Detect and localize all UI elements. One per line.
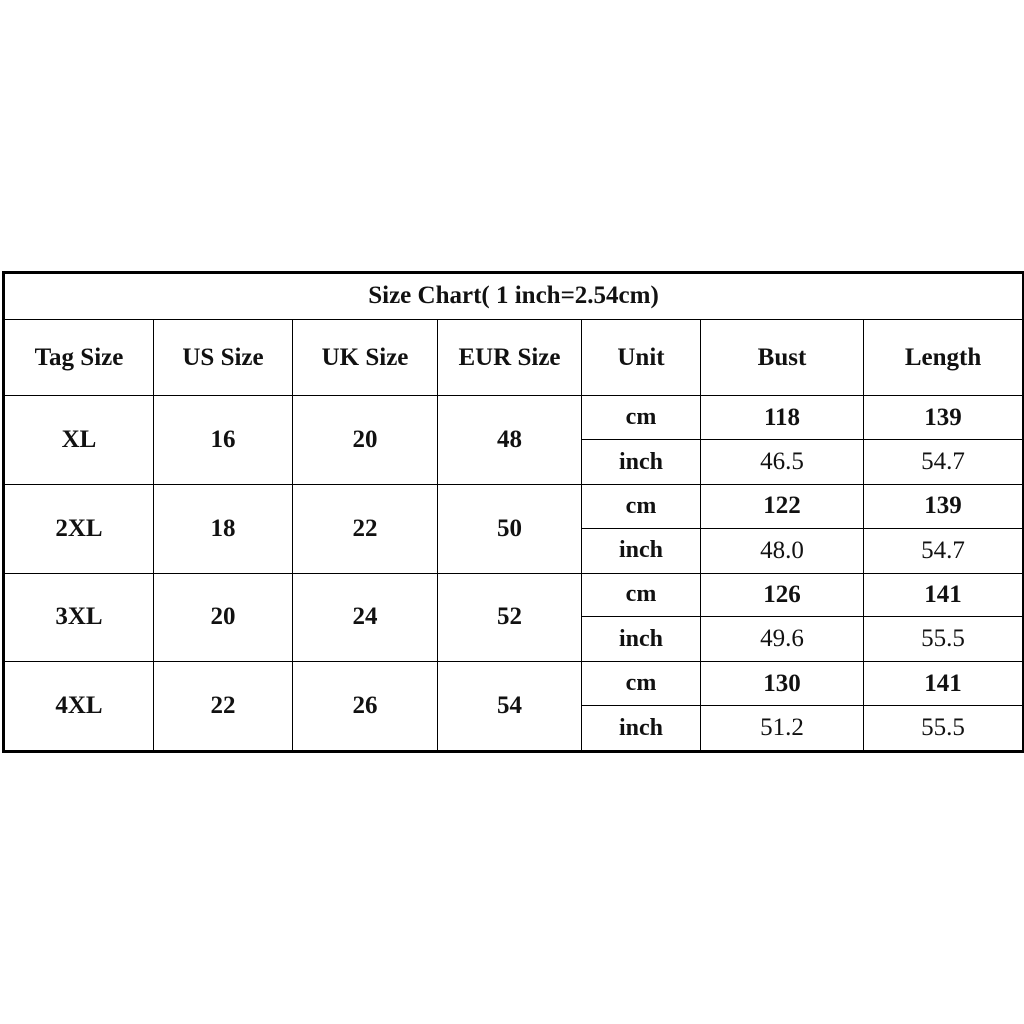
unit-cell: cm (582, 484, 701, 528)
table-row (4, 396, 1024, 440)
bust-inch-cell: 48.0 (701, 528, 864, 573)
header-us-size: US Size (154, 319, 293, 395)
unit-cell: cm (582, 662, 701, 706)
unit-cell: inch (582, 617, 701, 662)
length-inch-cell: 54.7 (864, 440, 1024, 485)
length-cm-cell: 139 (864, 396, 1024, 440)
bust-cm-cell: 118 (701, 396, 864, 440)
uk-size-cell: 26 (293, 662, 438, 752)
header-tag-size: Tag Size (4, 319, 154, 395)
us-size-cell: 16 (154, 396, 293, 485)
header-length: Length (864, 319, 1024, 395)
header-bust: Bust (701, 319, 864, 395)
table-row (4, 573, 1024, 617)
header-eur-size: EUR Size (438, 319, 582, 395)
title-row (4, 273, 1024, 320)
table-row (4, 484, 1024, 528)
header-uk-size: UK Size (293, 319, 438, 395)
length-cm-cell: 139 (864, 484, 1024, 528)
uk-size-cell: 22 (293, 484, 438, 573)
unit-cell: inch (582, 706, 701, 752)
tag-size-cell: 2XL (4, 484, 154, 573)
tag-size-cell: 4XL (4, 662, 154, 752)
us-size-cell: 22 (154, 662, 293, 752)
unit-cell: cm (582, 396, 701, 440)
tag-size-cell: 3XL (4, 573, 154, 662)
eur-size-cell: 50 (438, 484, 582, 573)
table-row (4, 662, 1024, 706)
uk-size-cell: 24 (293, 573, 438, 662)
tag-size-cell: XL (4, 396, 154, 485)
length-inch-cell: 55.5 (864, 617, 1024, 662)
us-size-cell: 20 (154, 573, 293, 662)
uk-size-cell: 20 (293, 396, 438, 485)
size-chart-table (2, 271, 1024, 753)
bust-cm-cell: 130 (701, 662, 864, 706)
bust-inch-cell: 49.6 (701, 617, 864, 662)
table-title: Size Chart( 1 inch=2.54cm) (4, 273, 1024, 320)
header-row (4, 319, 1024, 395)
bust-inch-cell: 51.2 (701, 706, 864, 752)
header-unit: Unit (582, 319, 701, 395)
bust-inch-cell: 46.5 (701, 440, 864, 485)
length-inch-cell: 55.5 (864, 706, 1024, 752)
length-cm-cell: 141 (864, 573, 1024, 617)
us-size-cell: 18 (154, 484, 293, 573)
eur-size-cell: 48 (438, 396, 582, 485)
bust-cm-cell: 122 (701, 484, 864, 528)
unit-cell: inch (582, 440, 701, 485)
eur-size-cell: 52 (438, 573, 582, 662)
length-cm-cell: 141 (864, 662, 1024, 706)
size-chart-container (2, 271, 1022, 753)
unit-cell: cm (582, 573, 701, 617)
eur-size-cell: 54 (438, 662, 582, 752)
unit-cell: inch (582, 528, 701, 573)
length-inch-cell: 54.7 (864, 528, 1024, 573)
bust-cm-cell: 126 (701, 573, 864, 617)
